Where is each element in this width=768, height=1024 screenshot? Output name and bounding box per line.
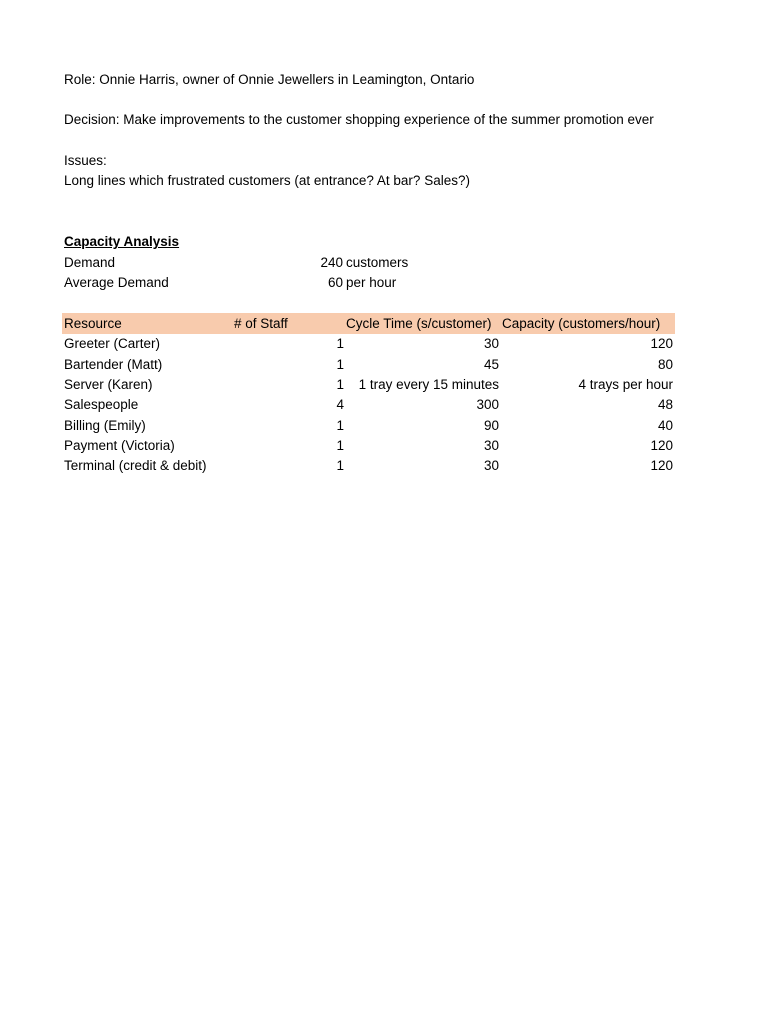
- row-cycle-time: 1 tray every 15 minutes: [358, 377, 499, 392]
- row-capacity: 48: [657, 397, 673, 412]
- average-demand-value: 60: [327, 275, 343, 290]
- row-capacity: 40: [657, 418, 673, 433]
- header-staff: # of Staff: [234, 316, 288, 331]
- row-cycle-time: 30: [483, 458, 499, 473]
- row-staff: 1: [336, 377, 344, 392]
- issues-text: Long lines which frustrated customers (at entrance? At bar? Sales?): [64, 173, 470, 188]
- row-staff: 1: [336, 336, 344, 351]
- row-cycle-time: 30: [483, 336, 499, 351]
- demand-value: 240: [320, 255, 343, 270]
- role-text: Role: Onnie Harris, owner of Onnie Jewellers in Leamington, Ontario: [64, 72, 475, 87]
- row-resource: Greeter (Carter): [64, 336, 161, 351]
- row-cycle-time: 45: [483, 357, 499, 372]
- demand-label: Demand: [64, 255, 116, 270]
- row-resource: Payment (Victoria): [64, 438, 175, 453]
- row-cycle-time: 300: [476, 397, 499, 412]
- header-capacity: Capacity (customers/hour): [502, 316, 661, 331]
- row-resource: Terminal (credit & debit): [64, 458, 207, 473]
- header-cycle-time: Cycle Time (s/customer): [346, 316, 492, 331]
- capacity-heading: Capacity Analysis: [64, 234, 180, 249]
- row-resource: Server (Karen): [64, 377, 153, 392]
- row-staff: 1: [336, 438, 344, 453]
- issues-label: Issues:: [64, 153, 107, 168]
- row-staff: 1: [336, 357, 344, 372]
- row-staff: 1: [336, 458, 344, 473]
- row-cycle-time: 90: [483, 418, 499, 433]
- decision-text: Decision: Make improvements to the customer shopping experience of the summer promotion ever: [64, 112, 654, 127]
- demand-unit: customers: [346, 255, 409, 270]
- row-capacity: 80: [657, 357, 673, 372]
- average-demand-label: Average Demand: [64, 275, 169, 290]
- row-staff: 1: [336, 418, 344, 433]
- row-resource: Billing (Emily): [64, 418, 146, 433]
- row-staff: 4: [336, 397, 344, 412]
- header-resource: Resource: [64, 316, 122, 331]
- row-capacity: 120: [650, 438, 673, 453]
- row-capacity: 120: [650, 336, 673, 351]
- row-capacity: 120: [650, 458, 673, 473]
- average-demand-unit: per hour: [346, 275, 397, 290]
- row-resource: Bartender (Matt): [64, 357, 163, 372]
- row-resource: Salespeople: [64, 397, 139, 412]
- row-cycle-time: 30: [483, 438, 499, 453]
- row-capacity: 4 trays per hour: [578, 377, 673, 392]
